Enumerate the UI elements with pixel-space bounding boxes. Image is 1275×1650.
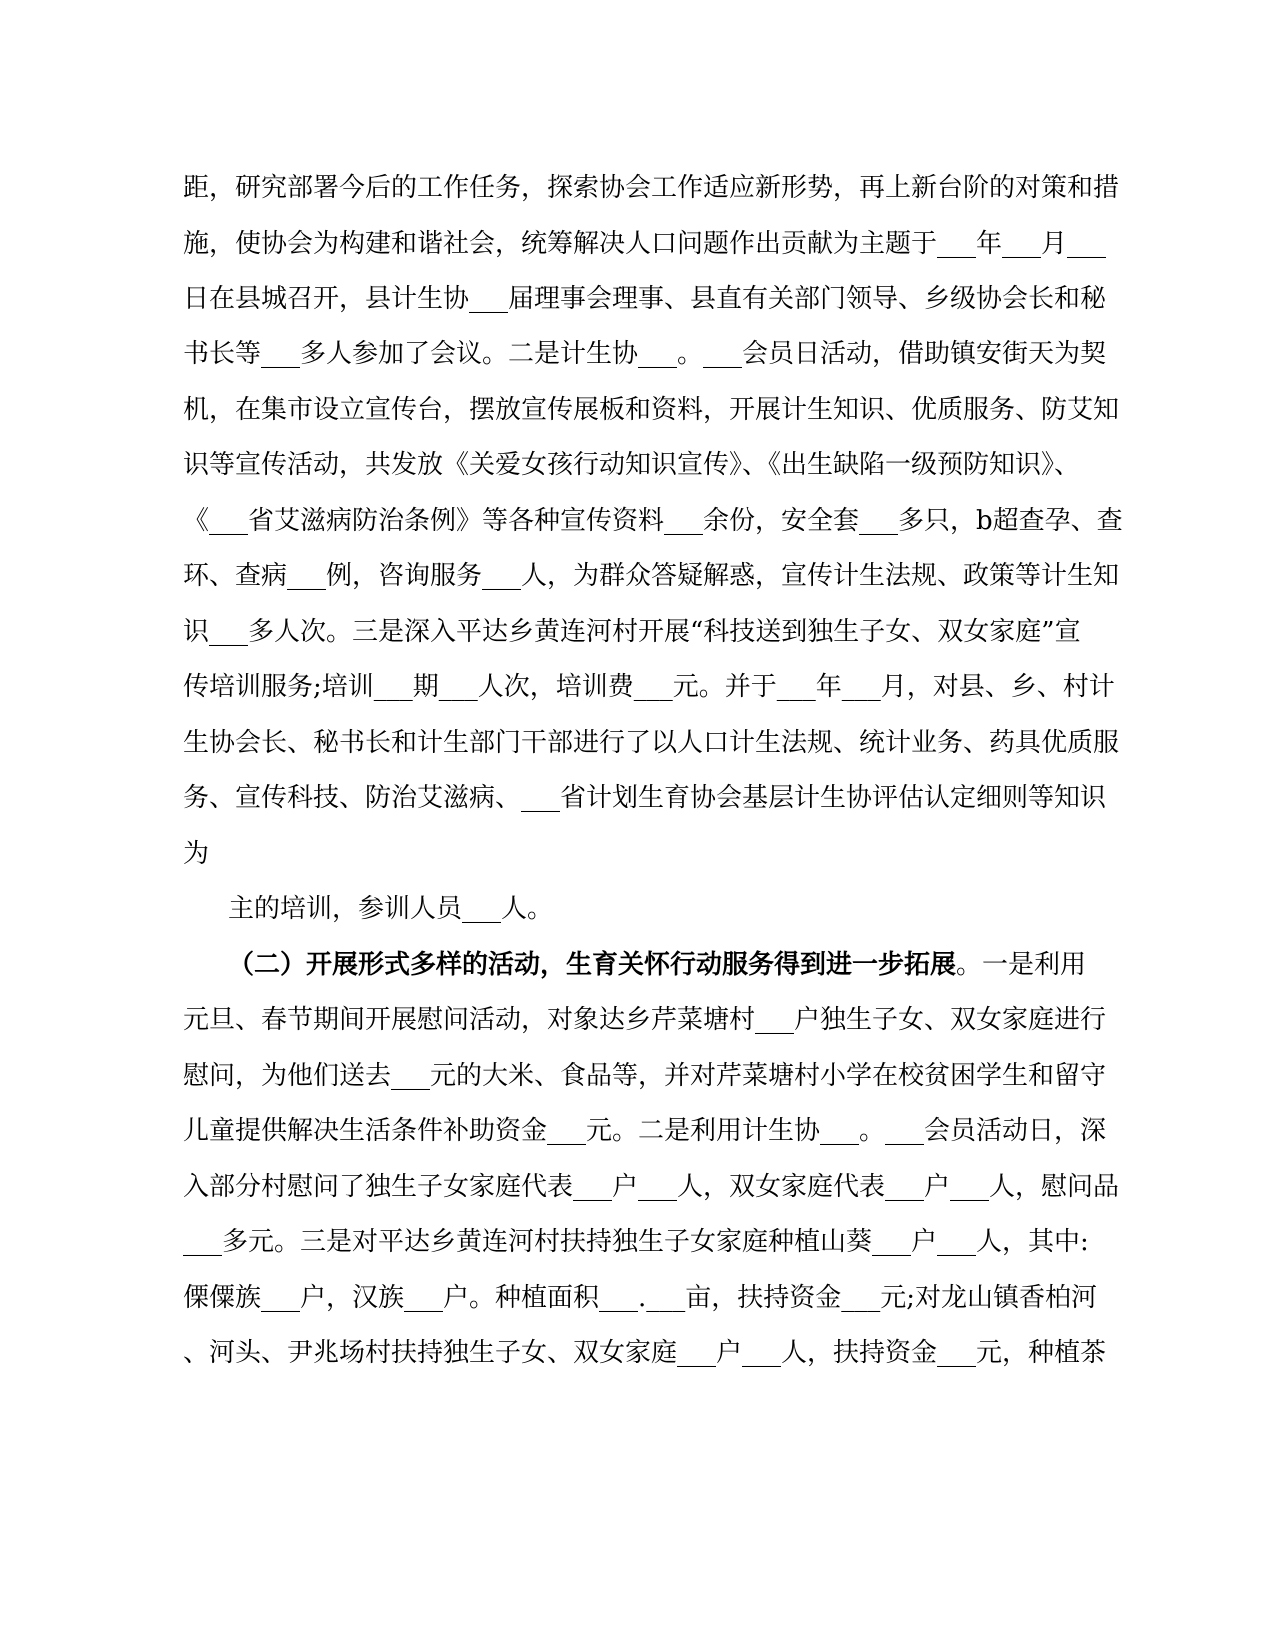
text-line: 元旦、春节期间开展慰问活动，对象达乡芹菜塘村___户独生子女、双女家庭进行	[183, 1005, 1107, 1035]
text-line: 环、查病___例，咨询服务___人，为群众答疑解惑，宣传计生法规、政策等计生知	[183, 561, 1120, 591]
section-heading: （二）开展形式多样的活动，生育关怀行动服务得到进一步拓展	[228, 950, 957, 980]
text-line: 务、宣传科技、防治艾滋病、___省计划生育协会基层计生协评估认定细则等知识	[183, 783, 1107, 813]
text-line: 传培训服务;培训___期___人次，培训费___元。并于___年___月，对县、乡、村计	[183, 672, 1115, 702]
text-line: 《___省艾滋病防治条例》等各种宣传资料___余份，安全套___多只，b超查孕、查	[183, 506, 1123, 536]
text-line: 傈僳族___户，汉族___户。种植面积___.___亩，扶持资金___元;对龙山镇香柏河	[183, 1283, 1098, 1313]
section-heading-line	[228, 949, 1128, 981]
text-line: 、河头、尹兆场村扶持独生子女、双女家庭___户___人，扶持资金___元，种植茶	[183, 1338, 1107, 1368]
text-line: 书长等___多人参加了会议。二是计生协___。___会员日活动，借助镇安街天为契	[183, 339, 1107, 369]
text-line: 入部分村慰问了独生子女家庭代表___户___人，双女家庭代表___户___人，慰问品	[183, 1172, 1120, 1202]
text-line: 慰问，为他们送去___元的大米、食品等，并对芹菜塘村小学在校贫困学生和留守	[183, 1061, 1107, 1091]
text-line: 距，研究部署今后的工作任务，探索协会工作适应新形势，再上新台阶的对策和措	[183, 173, 1120, 203]
text-line: 识___多人次。三是深入平达乡黄连河村开展“科技送到独生子女、双女家庭”宣	[183, 617, 1081, 647]
text-line: 机，在集市设立宣传台，摆放宣传展板和资料，开展计生知识、优质服务、防艾知	[183, 395, 1120, 425]
text-line: 日在县城召开，县计生协___届理事会理事、县直有关部门领导、乡级协会长和秘	[183, 284, 1107, 314]
text-line: ___多元。三是对平达乡黄连河村扶持独生子女家庭种植山葵___户___人，其中:	[183, 1227, 1089, 1257]
section-heading-tail: 。一是利用	[956, 950, 1087, 980]
text-line: 生协会长、秘书长和计生部门干部进行了以人口计生法规、统计业务、药具优质服	[183, 728, 1120, 758]
text-line: 施，使协会为构建和谐社会，统筹解决人口问题作出贡献为主题于___年___月___	[183, 229, 1107, 259]
text-line: 儿童提供解决生活条件补助资金___元。二是利用计生协___。___会员活动日，深	[183, 1116, 1107, 1146]
text-line: 主的培训，参训人员___人。	[228, 894, 554, 924]
text-line: 识等宣传活动，共发放《关爱女孩行动知识宣传》、《出生缺陷一级预防知识》、	[183, 450, 1081, 480]
text-line: 为	[183, 839, 210, 869]
